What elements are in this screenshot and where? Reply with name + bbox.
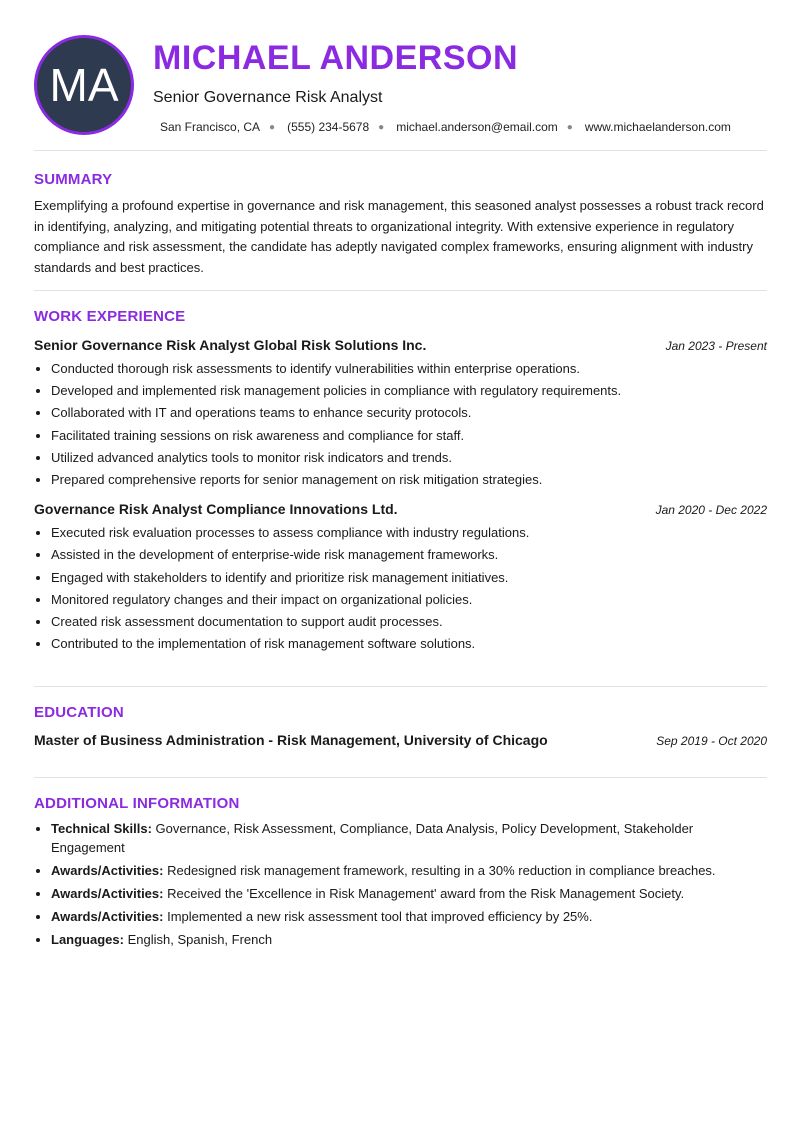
list-item [51,884,767,903]
job-bullets [34,358,767,491]
section-heading: ADDITIONAL INFORMATION [34,795,240,812]
list-item: • Developed and implemented risk management policies in compliance with regulatory requirements. [51,380,767,402]
item-text: Received the 'Excellence in Risk Management' award from the Risk Management Society. [167,886,685,901]
contact-location: San Francisco, CA [160,120,261,134]
contact-phone: (555) 234-5678 [287,120,370,134]
summary-section [34,151,767,291]
job-dates: Jan 2023 - Present [665,339,767,353]
item-text: Implemented a new risk assessment tool that improved efficiency by 25%. [167,909,593,924]
bullet-separator-icon: ● [566,121,573,133]
job-role: Governance Risk Analyst Compliance Innovations Ltd. [34,501,398,518]
list-item: • Conducted thorough risk assessments to identify vulnerabilities within enterprise operations. [51,358,767,380]
item-text: Redesigned risk management framework, resulting in a 30% reduction in compliance breaches. [167,863,716,878]
education-degree: Master of Business Administration - Risk Management, University of Chicago [34,732,548,748]
section-heading: SUMMARY [34,171,113,188]
list-item [51,930,767,949]
section-heading: EDUCATION [34,704,124,721]
item-label: Languages: [51,932,124,947]
bullet-separator-icon: ● [378,121,385,133]
job-role: Senior Governance Risk Analyst Global Risk Solutions Inc. [34,337,427,353]
education-entry [34,732,767,748]
list-item: • Contributed to the implementation of risk management software solutions. [51,633,767,655]
summary-text: Exemplifying a profound expertise in governance and risk management, this seasoned analyst possesses a robust track record in identifying, analyzing, and mitigating potential threats to organizational integrity. With extensive experience in regulatory compliance and risk assessment, the candidate has adeptly navigated complex frameworks, ensuring alignment with industry standards and best practices. [34,198,764,275]
candidate-name: MICHAEL ANDERSON [153,39,519,77]
list-item: • Monitored regulatory changes and their impact on organizational policies. [51,589,767,611]
list-item: • Utilized advanced analytics tools to monitor risk indicators and trends. [51,447,767,469]
job-entry [34,501,767,655]
list-item [51,907,767,926]
education-section [34,687,767,778]
item-label: Awards/Activities: [51,909,164,924]
item-label: Awards/Activities: [51,886,164,901]
item-text: English, Spanish, French [127,932,273,947]
list-item: • Created risk assessment documentation to support audit processes. [51,611,767,633]
list-item: • Collaborated with IT and operations teams to enhance security protocols. [51,402,767,424]
item-label: Awards/Activities: [51,863,164,878]
job-header [34,337,767,353]
contact-email[interactable]: michael.anderson@email.com [396,120,558,134]
list-item: • Prepared comprehensive reports for senior management on risk mitigation strategies. [51,469,767,491]
job-bullets [34,522,767,655]
avatar [34,35,134,135]
list-item [51,861,767,880]
additional-list [34,819,767,949]
resume-header [34,0,767,151]
education-dates: Sep 2019 - Oct 2020 [656,734,767,748]
bullet-separator-icon: ● [269,121,276,133]
job-header [34,501,767,517]
item-text: Governance, Risk Assessment, Compliance, Data Analysis, Policy Development, Stakeholder Engagement [51,821,694,855]
list-item [51,819,767,857]
section-heading: WORK EXPERIENCE [34,308,186,325]
item-label: Technical Skills: [51,821,152,836]
list-item: • Engaged with stakeholders to identify and prioritize risk management initiatives. [51,567,767,589]
work-experience-section [34,291,767,687]
list-item: • Executed risk evaluation processes to assess compliance with industry regulations. [51,522,767,544]
list-item: • Assisted in the development of enterprise-wide risk management frameworks. [51,544,767,566]
contact-website[interactable]: www.michaelanderson.com [584,120,731,134]
additional-information-section [34,778,767,949]
list-item: • Facilitated training sessions on risk awareness and compliance for staff. [51,425,767,447]
contact-info [160,120,731,134]
job-dates: Jan 2020 - Dec 2022 [655,503,767,518]
job-entry [34,337,767,491]
avatar-initials: MA [49,59,119,111]
candidate-title: Senior Governance Risk Analyst [153,89,383,106]
